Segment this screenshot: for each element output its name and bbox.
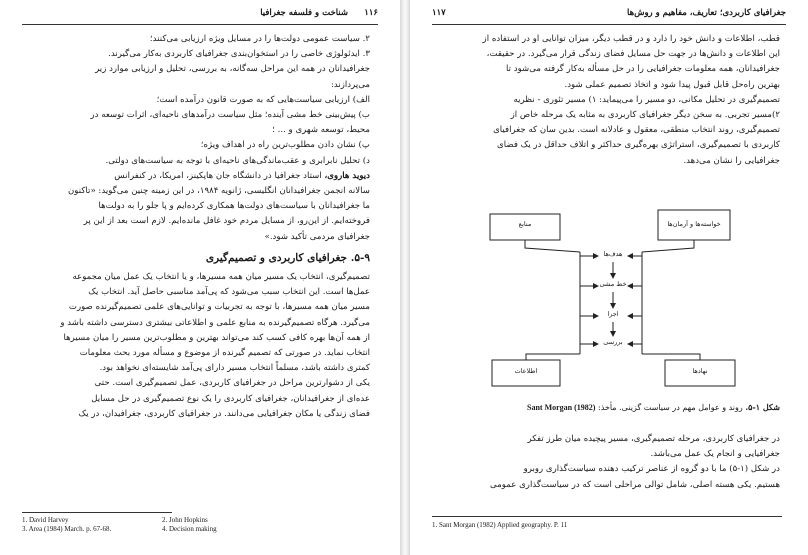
footnote: 1. Sant Morgan (1982) Applied geography. P. 11 bbox=[432, 521, 568, 529]
text-line: کمتری داشته باشد، مسلماً انتخاب مسیر دارای پی‌آمد شایسته‌ای نخواهد بود. bbox=[99, 363, 370, 374]
text-line: جغرافیدانان، همه معلومات جغرافیایی را در حل مسأله به‌کار گرفته می‌شود تا bbox=[506, 64, 780, 75]
footnote: 2. John Hopkins bbox=[162, 516, 208, 524]
text-line: جغرافیدانان در همه این مراحل سه‌گانه، به بررسی، تحلیل و ارزیابی موارد زیر bbox=[95, 64, 370, 75]
left-page bbox=[0, 0, 400, 555]
text-line: جغرافیایی و انجام یک عمل می‌باشد. bbox=[650, 449, 780, 460]
text-line: تصمیم‌گیری، انتخاب یک مسیر میان همه مسیرها، و یا انتخاب یک عمل میان مجموعه bbox=[72, 272, 370, 283]
right-page-body bbox=[438, 32, 780, 169]
text-line: ما جغرافیدانان با سیاست‌های دولت‌ها همکاری کرده‌ایم و پا جلو را به دولت‌ها bbox=[98, 201, 370, 212]
step-implementation: اجرا bbox=[607, 310, 619, 318]
step-review: بررسی bbox=[603, 338, 623, 346]
right-page-header bbox=[432, 8, 786, 22]
policy-diagram bbox=[490, 208, 750, 398]
text-line: کاربردی با تصمیم‌گیری، استراتژی بهره‌گیری حداکثر و اتلاف حداقل در یک فضای bbox=[497, 140, 780, 151]
text-line: فضای زندگی یا مکان جغرافیایی می‌دانند. در جغرافیای کاربردی، جغرافیدان، در یک bbox=[78, 408, 370, 419]
text-line: جغرافیای مردمی تأکید شود.» bbox=[264, 231, 370, 242]
text-line: ۳. ایدئولوژی خاصی را در استخوان‌بندی جغرافیای کاربردی به‌کار می‌گیرند. bbox=[108, 49, 370, 60]
caption-source: Sant Morgan (1982) bbox=[527, 403, 596, 412]
text-line: پ) نشان دادن مطلوب‌ترین راه در اهداف ویژه؛ bbox=[200, 140, 370, 151]
left-header-rule bbox=[22, 24, 378, 25]
left-page-running-title: شناخت و فلسفه جغرافیا bbox=[260, 8, 348, 18]
text-line: فروخته‌ایم. از این‌رو، از مسایل مردم خود غافل مانده‌ایم. لازم است بعد از این پر bbox=[83, 216, 370, 227]
text-line: ۲. سیاست عمومی دولت‌ها را در مسایل ویژه ارزیابی می‌کنند؛ bbox=[149, 34, 370, 44]
text-line: بهترین راه‌حل قابل قبول پیدا شود و اتخاذ تصمیم عملی شود. bbox=[564, 79, 780, 90]
right-header-rule bbox=[432, 24, 786, 25]
text-line: سالانه انجمن جغرافیدانان انگلیسی، ژانویه ۱۹۸۴، در این زمینه چنین می‌گوید: «تاکنون bbox=[68, 186, 370, 197]
left-footnotes bbox=[22, 516, 282, 534]
right-page-running-title: جغرافیای کاربردی؛ تعاریف، مفاهیم و روش‌ها bbox=[627, 8, 786, 18]
text-line: مسیر میان همه مسیرها، با توجه به تجربیات و توانایی‌های علمی تصمیم‌گیرنده صورت bbox=[68, 302, 370, 313]
left-page-header bbox=[22, 8, 378, 22]
text-line: تصمیم‌گیری، روند انتخاب منطقی، معقول و عادلانه است. بدین سان که جغرافیای bbox=[493, 125, 780, 136]
harvey-paragraph bbox=[30, 169, 370, 184]
caption-text: روند و عوامل مهم در سیاست گزینی. مأخذ: bbox=[598, 403, 743, 412]
text-line: از همه آن‌ها بهره کافی کسب کند می‌تواند بهترین و مطلوب‌ترین مسیر را میان مسیرها bbox=[63, 332, 370, 343]
left-page-body bbox=[30, 32, 370, 422]
footnote: 1. David Harvey bbox=[22, 516, 69, 524]
text-line: یکی از دشوارترین مراحل در جغرافیای کاربردی، عمل تصمیم‌گیری است. حتی bbox=[94, 378, 370, 389]
text-line: محیط، توسعه شهری و ... ؛ bbox=[272, 125, 370, 136]
section-heading: ۵-۹. جغرافیای کاربردی و تصمیم‌گیری bbox=[205, 251, 370, 264]
left-footnote-rule bbox=[22, 512, 172, 513]
caption-figure-number: شکل ۱-۵. bbox=[745, 402, 780, 412]
footnote: 3. Area (1984) March. p. 67-68. bbox=[22, 525, 112, 533]
text-line: هستیم. یکی هسته اصلی، شامل توالی مراحلی است که در سیاست‌گذاری عمومی bbox=[490, 479, 780, 490]
text-line: در شکل (۱-۵) ما با دو گروه از عناصر ترکیب دهنده سیاست‌گذاری روبرو bbox=[523, 464, 780, 475]
institutions-box-label: نهادها bbox=[692, 367, 708, 375]
step-goals: هدف‌ها bbox=[603, 250, 623, 258]
figure-caption bbox=[438, 402, 780, 412]
text-line: در جغرافیای کاربردی، مرحله تصمیم‌گیری، مسیر پیچیده میان طرز تفکر bbox=[527, 434, 780, 444]
text-line: عمل‌ها است. این انتخاب سبب می‌شود که پی‌آمد مناسبی حاصل آید. انتخاب یک bbox=[88, 287, 370, 298]
text-line: الف) ارزیابی سیاست‌هایی که به صورت قانون درآمده است؛ bbox=[156, 94, 370, 105]
right-page bbox=[410, 0, 808, 555]
right-page-number: ۱۱۷ bbox=[432, 8, 446, 18]
left-page-number: ۱۱۶ bbox=[364, 8, 378, 18]
text-line: انتخاب نماید. در صورتی که تصمیم گیرنده از موضوع و مسأله مورد بحث معلومات bbox=[79, 348, 370, 359]
information-box-label: اطلاعات bbox=[514, 367, 538, 375]
text-line: ۲)مسیر تجربی. به سخن دیگر جغرافیای کاربردی به مثابه یک مرحله خاص از bbox=[510, 110, 780, 121]
text-line: جغرافیایی را نشان می‌دهد. bbox=[683, 155, 780, 166]
resources-box-label: منابع bbox=[518, 220, 532, 228]
step-policy: خط مشی bbox=[599, 280, 627, 288]
harvey-name: دیوید هاروی، bbox=[324, 170, 370, 181]
desires-box-label: خواسته‌ها و آرمان‌ها bbox=[667, 220, 721, 228]
right-footnote-rule bbox=[432, 516, 782, 517]
text-line: می‌گیرد. هرگاه تصمیم‌گیرنده به منابع علمی و اطلاعاتی بیشتری دسترسی داشته باشد و bbox=[60, 317, 370, 328]
text-line: ب) پیش‌بینی خط مشی آینده؛ مثل سیاست درآمدهای ناحیه‌ای، اثرات توسعه در bbox=[90, 110, 370, 121]
text-line: قطب، اطلاعات و دانش خود را دارد و در قطب دیگر، میزان توانایی او در استفاده از bbox=[482, 34, 780, 44]
text-line: عده‌ای از جغرافیدانان، جغرافیای کاربردی را یک نوع تصمیم‌گیری در حل مسایل bbox=[91, 393, 370, 404]
right-footnotes bbox=[432, 521, 567, 530]
text-line: می‌پردازند: bbox=[330, 79, 370, 90]
text-line: د) تحلیل نابرابری و عقب‌ماندگی‌های ناحیه‌ای با توجه به سیاست‌های دولتی. bbox=[105, 155, 370, 166]
text-line: تصمیم‌گیری در تحلیل مکانی، دو مسیر را می‌پیماید: ۱) مسیر تئوری - نظریه bbox=[513, 94, 780, 105]
text-line: این اطلاعات و دانش‌ها در جهت حل مسایل فضای زندگی قرار می‌گیرد. در حقیقت، bbox=[486, 49, 780, 60]
text-line: استاد جغرافیا در دانشگاه جان هاپکینز، امریکا، در کنفرانس bbox=[114, 170, 322, 181]
book-gutter bbox=[400, 0, 410, 555]
footnote: 4. Decision making bbox=[162, 525, 217, 533]
right-page-body-bottom bbox=[438, 432, 780, 493]
